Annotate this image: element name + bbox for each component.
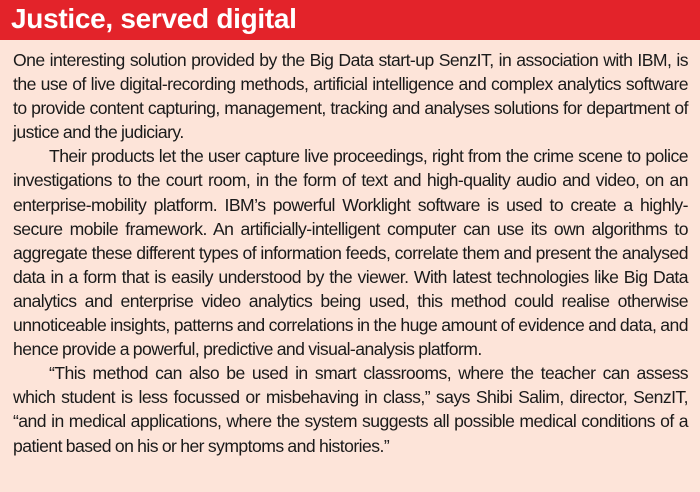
box-title: Justice, served digital	[11, 3, 297, 34]
title-bar	[0, 0, 700, 40]
article-body	[13, 48, 688, 458]
paragraph-1: One interesting solution provided by the Big Data start-up SenzIT, in association with IBM, is the use of live digital-recording methods, artificial intelligence and complex analytics software to provide content capturing, management, tracking and analyses solutions for department of justice and the judiciary.	[13, 50, 688, 143]
paragraph-3: “This method can also be used in smart classrooms, where the teacher can assess which student is less focussed or misbehaving in class,” says Shibi Salim, director, SenzIT, “and in medical applications, where the system suggests all possible medical conditions of a patient based on his or her symptoms and histories.”	[13, 363, 688, 456]
paragraph-2: Their products let the user capture live proceedings, right from the crime scene to police investigations to the court room, in the form of text and high-quality audio and video, on an enterprise-mobility platform. IBM’s powerful Worklight software is used to create a highly-secure mobile framework. An artificially-intelligent computer can use its own algorithms to aggregate these different types of information feeds, correlate them and present the analysed data in a form that is easily understood by the viewer. With latest technologies like Big Data analytics and enterprise video analytics being used, this method could realise otherwise unnoticeable insights, patterns and correlations in the huge amount of evidence and data, and hence provide a powerful, predictive and visual-analysis platform.	[13, 146, 688, 360]
